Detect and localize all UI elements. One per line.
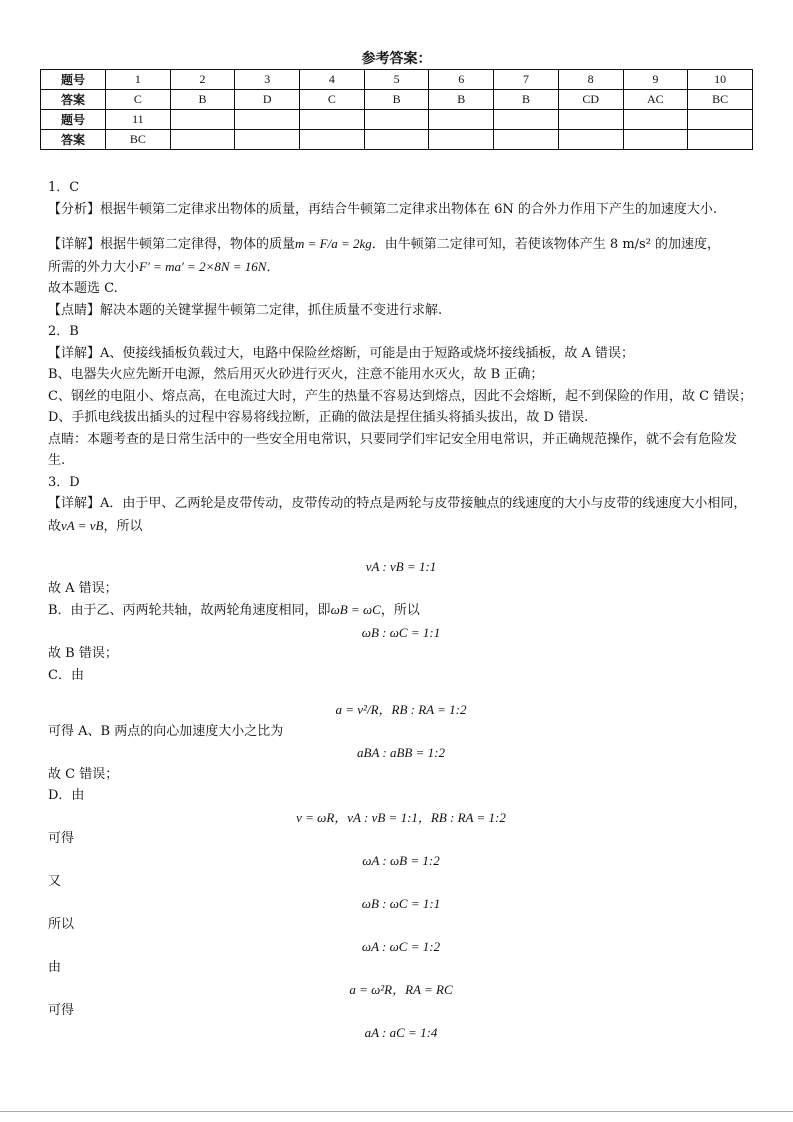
- table-header-cell: 题号: [41, 70, 106, 90]
- table-row: [41, 130, 753, 150]
- table-cell: AC: [623, 90, 688, 110]
- question-3-c1: C．由: [48, 667, 84, 683]
- question-2-option-c: C、钢丝的电阻小、熔点高，在电流过大时，产生的热量不容易达到熔点，因此不会熔断，起不到保险的作用，故 C 错误；: [48, 388, 753, 404]
- table-cell: [170, 130, 235, 150]
- formula-line: ωA : ωC = 1:2: [361, 938, 441, 954]
- formula-line: aA : aC = 1:4: [364, 1024, 438, 1040]
- question-2-point: 点睛：本题考查的是日常生活中的一些安全用电常识，只要同学们牢记安全用电常识，并正确规范操作，就不会有危险发生.: [48, 431, 738, 468]
- detail-text: B．由于乙、丙两轮共轴，故两轮角速度相同，即: [48, 603, 331, 618]
- table-cell: D: [235, 90, 300, 110]
- question-3-head: 3．D: [48, 474, 80, 490]
- table-cell: [364, 130, 429, 150]
- table-cell: [494, 110, 559, 130]
- table-cell: [300, 130, 365, 150]
- solutions: [48, 177, 754, 1043]
- table-cell: [170, 110, 235, 130]
- table-cell: [558, 110, 623, 130]
- table-cell: 4: [300, 70, 365, 90]
- table-cell: 2: [170, 70, 235, 90]
- table-cell: [429, 130, 494, 150]
- question-3-d7: 所以: [48, 917, 75, 932]
- question-1-choice: 故本题选 C.: [48, 281, 118, 296]
- table-cell: 8: [558, 70, 623, 90]
- formula-line: v = ωR，vA : vB = 1:1，RB : RA = 1:2: [296, 809, 506, 825]
- question-1-detail-2: [48, 256, 754, 279]
- table-cell: CD: [558, 90, 623, 110]
- question-3-b1: [48, 599, 754, 622]
- table-cell: 1: [106, 70, 171, 90]
- question-3-a3: 故 A 错误；: [48, 580, 118, 596]
- table-cell: B: [429, 90, 494, 110]
- question-1-head: 1．C: [48, 180, 80, 195]
- table-cell: [494, 130, 559, 150]
- question-3-d11: 可得: [48, 1003, 75, 1018]
- question-1-point: 【点睛】解决本题的关键掌握牛顿第二定律，抓住质量不变进行求解.: [48, 302, 443, 318]
- table-row: [41, 110, 753, 130]
- table-cell: 5: [364, 70, 429, 90]
- detail-text: ．由牛顿第二定律可知，若使该物体产生 8 m/s² 的加速度，: [371, 237, 721, 252]
- detail-text: 【详解】根据牛顿第二定律得，物体的质量: [48, 237, 296, 252]
- table-cell: B: [364, 90, 429, 110]
- table-cell: [300, 110, 365, 130]
- table-cell: C: [106, 90, 171, 110]
- question-3-c5: 故 C 错误；: [48, 766, 119, 782]
- formula-line: ωB : ωC = 1:1: [361, 624, 441, 640]
- question-3-d1: D．由: [48, 788, 85, 803]
- table-cell: [429, 110, 494, 130]
- question-2-option-d: D、手抓电线拔出插头的过程中容易将线拉断，正确的做法是捏住插头将插头拔出，故 D 错误.: [48, 410, 589, 425]
- question-3-b3: 故 B 错误；: [48, 646, 118, 661]
- question-3-a1: [48, 493, 754, 537]
- table-cell: [235, 110, 300, 130]
- page-bottom-rule: [0, 1111, 793, 1112]
- question-3-d9: 由: [48, 960, 62, 975]
- table-cell: 9: [623, 70, 688, 90]
- question-2-option-b: B、电器失火应先断开电源，然后用灭火砂进行灭火，注意不能用水灭火，故 B 正确；: [48, 367, 544, 382]
- table-cell: 3: [235, 70, 300, 90]
- page-title: 参考答案：: [361, 51, 432, 67]
- table-cell: [235, 130, 300, 150]
- formula: ωB = ωC: [330, 602, 381, 617]
- formula-line: a = ω²R，RA = RC: [349, 981, 453, 997]
- question-2-option-a: 【详解】A、使接线插板负载过大，电路中保险丝熔断，可能是由于短路或烧坏接线插板，故 A 错误；: [48, 345, 635, 361]
- table-cell: 10: [688, 70, 753, 90]
- formula-mass: m = F/a = 2kg: [295, 236, 372, 251]
- question-3-d3: 可得: [48, 831, 75, 846]
- formula-line: ωB : ωC = 1:1: [361, 895, 441, 911]
- formula-force: F′ = ma′ = 2×8N = 16N: [139, 258, 267, 274]
- table-header-cell: 题号: [41, 110, 106, 130]
- table-header-cell: 答案: [41, 130, 106, 150]
- table-cell: 11: [106, 110, 171, 130]
- table-cell: 6: [429, 70, 494, 90]
- question-2-head: 2．B: [48, 324, 79, 339]
- table-cell: [688, 110, 753, 130]
- table-row: [41, 90, 753, 110]
- table-cell: BC: [106, 130, 171, 150]
- table-header-cell: 答案: [41, 90, 106, 110]
- formula-line: aBA : aBB = 1:2: [357, 745, 445, 760]
- table-cell: [688, 130, 753, 150]
- detail-text: 【详解】A．由于甲、乙两轮是皮带传动，皮带传动的特点是两轮与皮带接触点的线速度的大小与皮带的线速度大小相同， 故: [48, 496, 753, 534]
- question-3-d5: 又: [48, 874, 62, 889]
- table-cell: 7: [494, 70, 559, 90]
- table-cell: C: [300, 90, 365, 110]
- formula-line: ωA : ωB = 1:2: [362, 852, 440, 868]
- table-cell: B: [170, 90, 235, 110]
- detail-text: 所需的外力大小: [48, 259, 140, 275]
- table-cell: [623, 130, 688, 150]
- formula-line: vA : vB = 1:1: [365, 559, 437, 574]
- answer-table: [40, 69, 753, 150]
- table-cell: B: [494, 90, 559, 110]
- question-1-detail: [48, 233, 754, 256]
- detail-text: ，所以: [380, 603, 420, 618]
- question-1-analysis: 【分析】根据牛顿第二定律求出物体的质量，再结合牛顿第二定律求出物体在 6N 的合外力作用下产生的加速度大小.: [48, 201, 718, 217]
- table-cell: [558, 130, 623, 150]
- question-3-c3: 可得 A、B 两点的向心加速度大小之比为: [48, 723, 284, 739]
- formula-line: a = v²/R，RB : RA = 1:2: [335, 702, 467, 717]
- table-cell: BC: [688, 90, 753, 110]
- detail-text: ．: [266, 259, 280, 275]
- detail-text: ，所以: [103, 518, 143, 534]
- formula: vA = vB: [61, 517, 104, 533]
- table-row: [41, 70, 753, 90]
- table-cell: [623, 110, 688, 130]
- table-cell: [364, 110, 429, 130]
